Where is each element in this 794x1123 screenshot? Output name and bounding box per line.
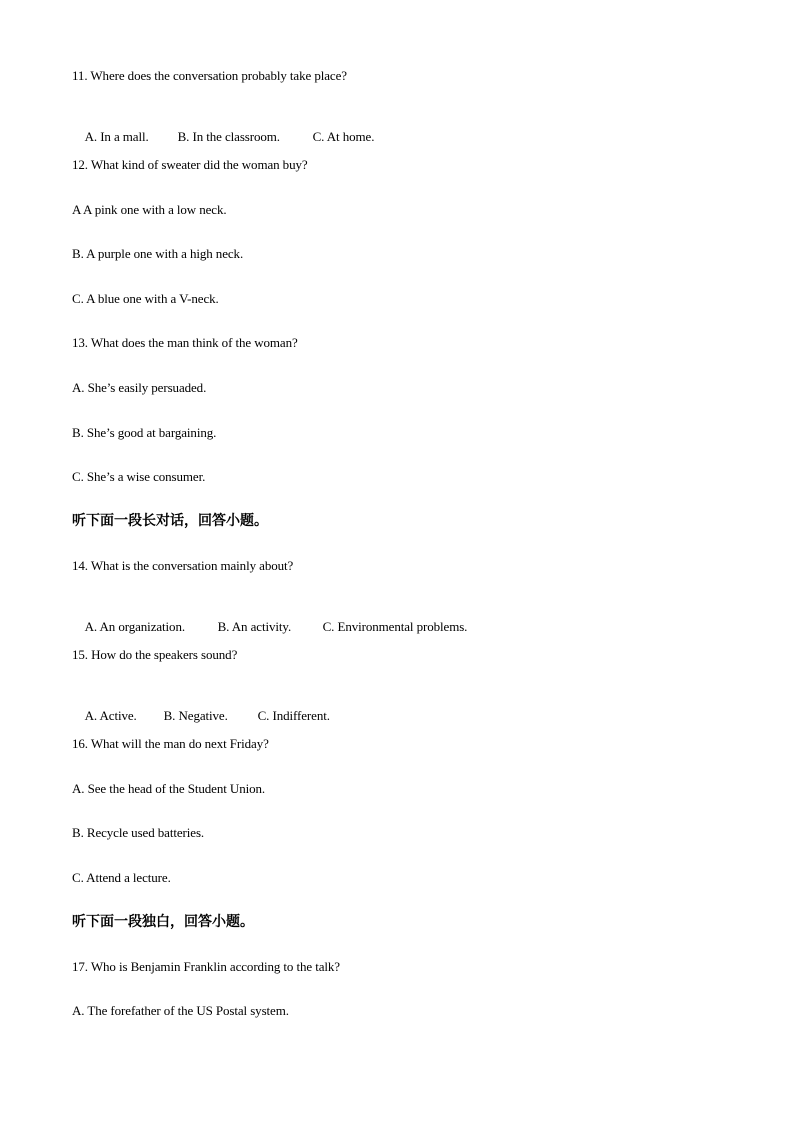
- question-17: 17. Who is Benjamin Franklin according to the talk?: [72, 959, 340, 974]
- option-14-b: B. An activity.: [217, 619, 292, 634]
- question-15: 15. How do the speakers sound?: [72, 647, 238, 662]
- option-13-a: A. She’s easily persuaded.: [72, 380, 207, 395]
- question-13: 13. What does the man think of the woman?: [72, 335, 298, 350]
- question-12: 12. What kind of sweater did the woman buy?: [72, 157, 308, 172]
- option-15-a: A. Active.: [84, 708, 137, 723]
- option-12-b: B. A purple one with a high neck.: [72, 246, 244, 261]
- option-13-b: B. She’s good at bargaining.: [72, 425, 217, 440]
- option-14-c: C. Environmental problems.: [322, 619, 468, 634]
- question-14: 14. What is the conversation mainly about?: [72, 558, 294, 573]
- question-16: 16. What will the man do next Friday?: [72, 736, 269, 751]
- option-11-b: B. In the classroom.: [177, 129, 280, 144]
- option-15-c: C. Indifferent.: [257, 708, 330, 723]
- option-14-a: A. An organization.: [84, 619, 186, 634]
- option-12-c: C. A blue one with a V-neck.: [72, 291, 219, 306]
- section-heading-monologue: 听下面一段独白，回答小题。: [72, 914, 254, 930]
- option-15-b: B. Negative.: [163, 708, 228, 723]
- option-16-c: C. Attend a lecture.: [72, 870, 171, 885]
- option-11-a: A. In a mall.: [84, 129, 149, 144]
- question-15-options: [72, 692, 330, 740]
- question-14-options: [72, 603, 467, 651]
- option-12-a: A A pink one with a low neck.: [72, 202, 227, 217]
- question-11: 11. Where does the conversation probably take place?: [72, 68, 347, 83]
- question-11-options: [72, 113, 374, 161]
- option-11-c: C. At home.: [312, 129, 375, 144]
- section-heading-long-dialogue: 听下面一段长对话，回答小题。: [72, 513, 268, 529]
- option-17-a: A. The forefather of the US Postal system.: [72, 1003, 289, 1018]
- option-16-b: B. Recycle used batteries.: [72, 825, 205, 840]
- option-16-a: A. See the head of the Student Union.: [72, 781, 266, 796]
- option-13-c: C. She’s a wise consumer.: [72, 469, 206, 484]
